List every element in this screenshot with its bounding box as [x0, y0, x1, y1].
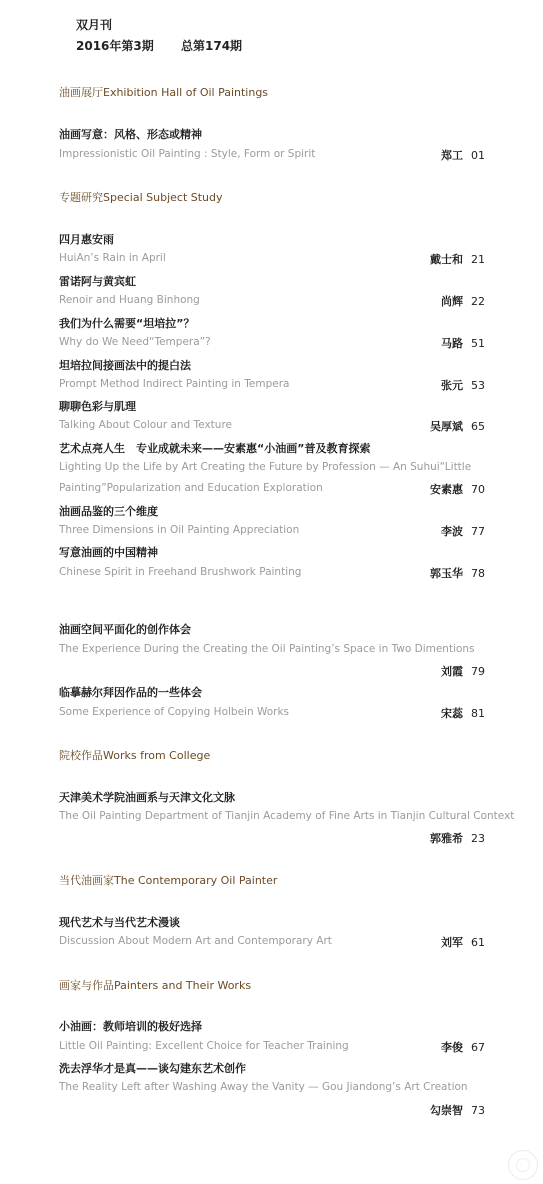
entry-title-en: Talking About Colour and Texture [59, 419, 232, 431]
watermark-logo [508, 1150, 538, 1180]
entry-title-zh: 写意油画的中国精神 [59, 546, 158, 559]
entry-page: 79 [471, 665, 485, 678]
entry-page: 21 [471, 253, 485, 266]
entry-title-en: Some Experience of Copying Holbein Works [59, 706, 290, 718]
entry-title-en: Chinese Spirit in Freehand Brushwork Painting [59, 566, 302, 578]
entry-author: 宋蕊 [441, 707, 463, 720]
section-heading-exhibition-hall: 油画展厅Exhibition Hall of Oil Paintings [59, 86, 269, 99]
entry-author: 李俊 [441, 1041, 463, 1054]
entry-author: 李波 [441, 525, 463, 538]
entry-title-en: Lighting Up the Life by Art Creating the Future by Profession — An Suhui“Little [59, 461, 472, 473]
entry-meta [441, 934, 485, 950]
entry-author: 张元 [441, 379, 463, 392]
section-heading-contemporary-painter: 当代油画家The Contemporary Oil Painter [59, 874, 278, 887]
entry-meta [441, 523, 485, 539]
entry-meta [430, 830, 485, 846]
entry-title-zh: 临摹赫尔拜因作品的一些体会 [59, 686, 202, 699]
entry-author: 戴士和 [430, 253, 463, 266]
entry-author: 尚辉 [441, 295, 463, 308]
entry-title-en: The Oil Painting Department of Tianjin Academy of Fine Arts in Tianjin Cultural Context [59, 810, 515, 822]
entry-page: 23 [471, 832, 485, 845]
entry-page: 51 [471, 337, 485, 350]
entry-title-zh: 艺术点亮人生 专业成就未来——安素惠“小油画”普及教育探索 [59, 442, 371, 455]
entry-title-en: Three Dimensions in Oil Painting Appreciation [59, 524, 300, 536]
entry-meta [430, 565, 485, 581]
entry-author: 刘霞 [441, 665, 463, 678]
entry-meta [430, 1102, 485, 1118]
entry-page: 77 [471, 525, 485, 538]
entry-meta [441, 663, 485, 679]
entry-title-en: Prompt Method Indirect Painting in Tempera [59, 378, 290, 390]
entry-title-en: Why do We Need“Tempera”? [59, 336, 211, 348]
entry-title-zh: 雷诺阿与黄宾虹 [59, 275, 136, 288]
entry-title-en: HuiAn’s Rain in April [59, 252, 166, 264]
entry-title-zh: 四月惠安雨 [59, 233, 114, 246]
entry-title-zh: 油画空间平面化的创作体会 [59, 623, 191, 636]
total-issue-number: 总第174期 [181, 39, 243, 53]
entry-author: 郑工 [441, 149, 463, 162]
entry-page: 01 [471, 149, 485, 162]
entry-meta [441, 705, 485, 721]
entry-page: 53 [471, 379, 485, 392]
entry-author: 郭雅希 [430, 832, 463, 845]
entry-title-zh: 聊聊色彩与肌理 [59, 400, 136, 413]
entry-meta [441, 293, 485, 309]
magazine-frequency: 双月刊 [76, 18, 113, 32]
entry-meta [430, 418, 485, 434]
entry-author: 马路 [441, 337, 463, 350]
entry-title-zh: 小油画：教师培训的极好选择 [59, 1020, 202, 1033]
entry-meta [441, 377, 485, 393]
entry-title-en: Impressionistic Oil Painting : Style, Form or Spirit [59, 148, 316, 160]
entry-author: 吴厚斌 [430, 420, 463, 433]
entry-title-zh: 洗去浮华才是真——谈勾建东艺术创作 [59, 1062, 246, 1075]
entry-page: 22 [471, 295, 485, 308]
entry-author: 郭玉华 [430, 567, 463, 580]
entry-title-zh: 坦培拉间接画法中的提白法 [59, 359, 191, 372]
entry-title-zh: 油画品鉴的三个维度 [59, 505, 158, 518]
entry-page: 70 [471, 483, 485, 496]
entry-author: 刘军 [441, 936, 463, 949]
entry-title-en: The Reality Left after Washing Away the Vanity — Gou Jiandong’s Art Creation [59, 1081, 468, 1093]
entry-author: 安素惠 [430, 483, 463, 496]
entry-meta [430, 251, 485, 267]
entry-meta [441, 335, 485, 351]
section-heading-works-from-college: 院校作品Works from College [59, 749, 211, 762]
issue-number: 2016年第3期 [76, 39, 154, 53]
entry-page: 81 [471, 707, 485, 720]
entry-author: 勾崇智 [430, 1104, 463, 1117]
entry-meta [441, 147, 485, 163]
section-heading-special-study: 专题研究Special Subject Study [59, 191, 223, 204]
entry-title-zh: 现代艺术与当代艺术漫谈 [59, 916, 180, 929]
entry-page: 73 [471, 1104, 485, 1117]
entry-title-zh: 天津美术学院油画系与天津文化文脉 [59, 791, 235, 804]
section-heading-painters-and-works: 画家与作品Painters and Their Works [59, 979, 252, 992]
entry-title-zh: 油画写意：风格、形态或精神 [59, 128, 202, 141]
entry-page: 65 [471, 420, 485, 433]
entry-title-en: Renoir and Huang Binhong [59, 294, 200, 306]
entry-page: 61 [471, 936, 485, 949]
entry-title-en-continued: Painting”Popularization and Education Exploration [59, 482, 323, 494]
entry-title-en: Discussion About Modern Art and Contemporary Art [59, 935, 332, 947]
entry-title-zh: 我们为什么需要“坦培拉”？ [59, 317, 195, 330]
entry-page: 67 [471, 1041, 485, 1054]
entry-meta [430, 481, 485, 497]
entry-meta [441, 1039, 485, 1055]
entry-title-en: The Experience During the Creating the Oil Painting’s Space in Two Dimentions [59, 643, 475, 655]
entry-title-en: Little Oil Painting: Excellent Choice for Teacher Training [59, 1040, 349, 1052]
entry-page: 78 [471, 567, 485, 580]
